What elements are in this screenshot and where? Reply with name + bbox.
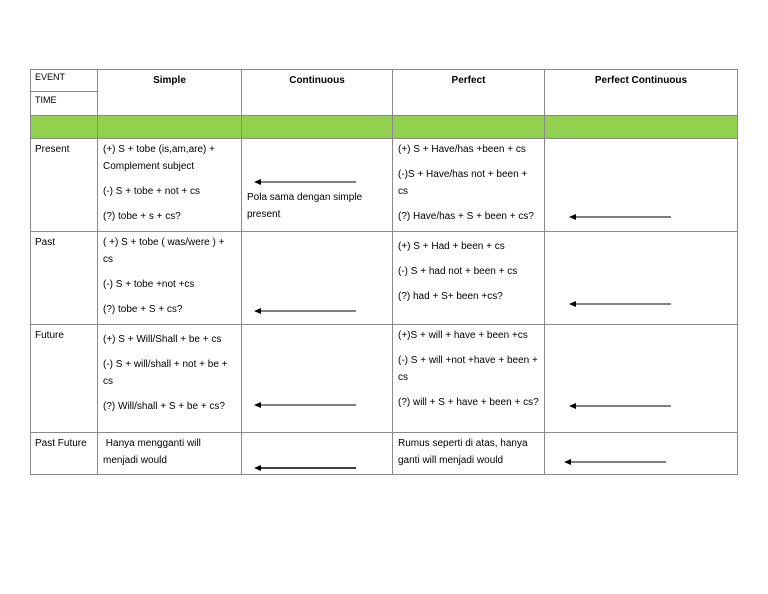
time-label: TIME <box>35 95 57 105</box>
column-header-perfect: Perfect <box>393 70 545 116</box>
column-header-perfect-continuous: Perfect Continuous <box>545 70 738 116</box>
left-arrow-icon <box>569 400 673 412</box>
perfect-cell <box>393 325 545 433</box>
formula-positive: (+)S + will + have + been +cs <box>398 330 528 341</box>
header-row <box>31 70 738 116</box>
continuous-cell <box>242 139 393 232</box>
formula-negative: (-) S + had not + been + cs <box>398 266 518 277</box>
left-arrow-icon <box>569 298 673 310</box>
formula-positive: (+) S + tobe (is,am,are) + Complement subject <box>103 144 215 172</box>
perfect-continuous-cell <box>545 232 738 325</box>
table-row-past-future <box>31 433 738 475</box>
perfect-cell <box>393 433 545 475</box>
row-label: Past Future <box>31 433 98 475</box>
row-label: Future <box>31 325 98 433</box>
simple-cell <box>98 232 242 325</box>
formula-question: (?) tobe + s + cs? <box>103 211 181 222</box>
green-band-cell <box>393 116 545 139</box>
table-row-future <box>31 325 738 433</box>
simple-note: Hanya mengganti will menjadi would <box>103 438 204 466</box>
continuous-cell <box>242 232 393 325</box>
green-band-cell <box>98 116 242 139</box>
table-row-present <box>31 139 738 232</box>
green-band-cell <box>242 116 393 139</box>
event-time-header <box>31 70 98 116</box>
left-arrow-icon <box>564 456 668 468</box>
perfect-continuous-cell <box>545 433 738 475</box>
column-header-continuous: Continuous <box>242 70 393 116</box>
simple-cell <box>98 433 242 475</box>
table-row-past <box>31 232 738 325</box>
green-band-cell <box>31 116 98 139</box>
perfect-cell <box>393 232 545 325</box>
column-header-simple: Simple <box>98 70 242 116</box>
left-arrow-icon <box>254 462 358 474</box>
formula-question: (?) had + S+ been +cs? <box>398 291 503 302</box>
continuous-note: Pola sama dengan simple present <box>247 192 363 220</box>
row-label: Present <box>31 139 98 232</box>
simple-cell <box>98 325 242 433</box>
perfect-continuous-cell <box>545 139 738 232</box>
green-band-cell <box>545 116 738 139</box>
formula-positive: (+) S + Have/has +been + cs <box>398 144 526 155</box>
formula-positive: ( +) S + tobe ( was/were ) + cs <box>103 237 225 265</box>
perfect-continuous-cell <box>545 325 738 433</box>
continuous-cell <box>242 325 393 433</box>
formula-negative: (-) S + tobe +not +cs <box>103 279 195 290</box>
green-band-row <box>31 116 738 139</box>
event-label: EVENT <box>31 70 97 92</box>
perfect-cell <box>393 139 545 232</box>
formula-question: (?) Have/has + S + been + cs? <box>398 211 534 222</box>
formula-negative: (-) S + will/shall + not + be + cs <box>103 359 228 387</box>
tenses-table <box>30 69 738 475</box>
formula-positive: (+) S + Will/Shall + be + cs <box>103 334 222 345</box>
left-arrow-icon <box>254 399 358 411</box>
left-arrow-icon <box>569 211 673 223</box>
formula-question: (?) tobe + S + cs? <box>103 304 183 315</box>
formula-question: (?) Will/shall + S + be + cs? <box>103 401 225 412</box>
left-arrow-icon <box>254 305 358 317</box>
continuous-cell <box>242 433 393 475</box>
simple-cell <box>98 139 242 232</box>
formula-question: (?) will + S + have + been + cs? <box>398 397 539 408</box>
perfect-note: Rumus seperti di atas, hanya ganti will menjadi would <box>398 438 528 466</box>
row-label: Past <box>31 232 98 325</box>
left-arrow-icon <box>254 176 358 188</box>
formula-negative: (-) S + will +not +have + been + cs <box>398 355 538 383</box>
formula-positive: (+) S + Had + been + cs <box>398 241 505 252</box>
formula-negative: (-) S + tobe + not + cs <box>103 186 200 197</box>
formula-negative: (-)S + Have/has not + been + cs <box>398 169 528 197</box>
